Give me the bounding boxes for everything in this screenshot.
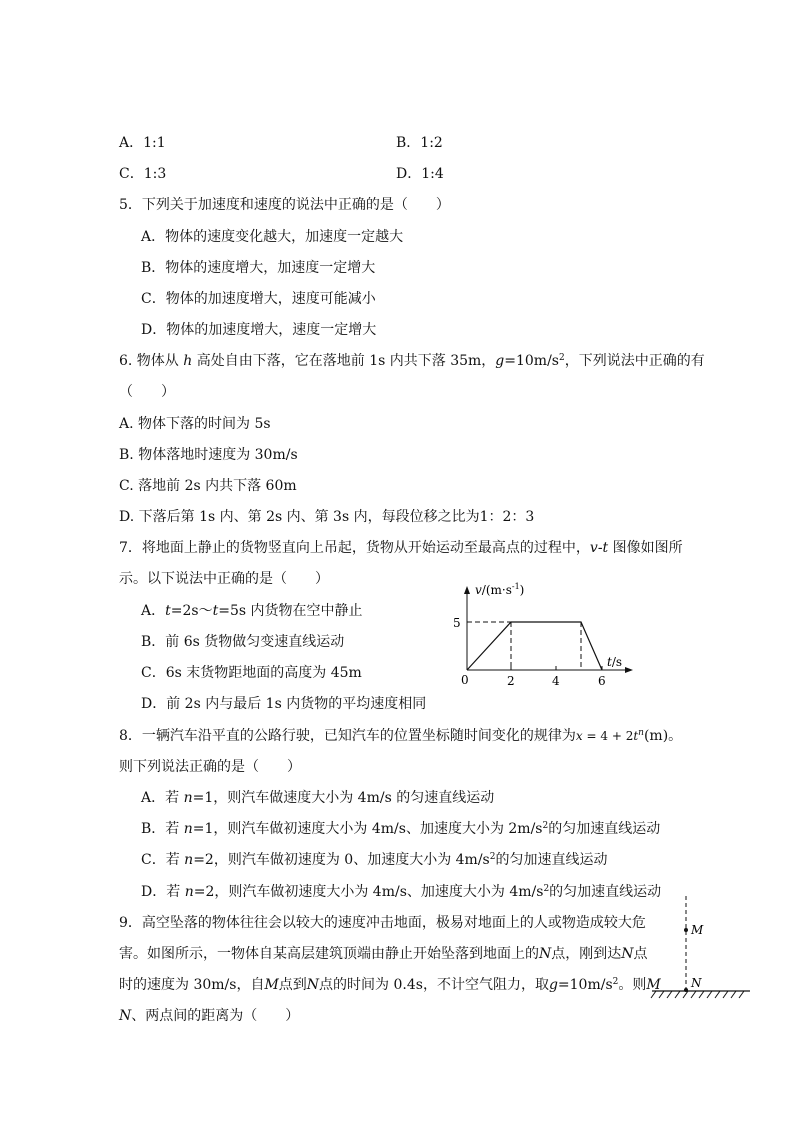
q8-option-b: B．若 n=1，则汽车做初速度大小为 4m/s、加速度大小为 $2m/s^2$的匀加速直线运动 — [141, 821, 661, 837]
x-tick-label-6: 6 — [598, 674, 606, 688]
x-tick-label-4: 4 — [552, 674, 560, 688]
q9-stem-line4: N、两点间的距离为（ ） — [119, 1008, 300, 1024]
q8-option-c: C．若 n=2，则汽车做初速度为 0、加速度大小为 $4m/s^2$的匀加速直线运动 — [141, 852, 608, 868]
origin-label: 0 — [461, 673, 469, 687]
q6-option-a: A. 物体下落的时间为 5s — [119, 416, 271, 432]
q6-option-b: B. 物体落地时速度为 30m/s — [119, 447, 298, 463]
x-axis-label: t/s — [607, 655, 623, 669]
q7-option-b: B．前 6s 货物做匀变速直线运动 — [141, 634, 345, 650]
q6-option-c: C. 落地前 2s 内共下落 60m — [119, 478, 297, 494]
q6-stem: 6. 物体从 h 高处自由下落，它在落地前 1s 内共下落 35m，$g=10m/s^2$，下列说法中正确的有 — [119, 353, 705, 369]
ground-hatching — [651, 991, 744, 998]
x-axis-arrow-icon — [625, 667, 633, 673]
y-axis-label: $v/(m\cdot s^{-1})$ — [475, 582, 525, 597]
q7-option-d: D．前 2s 内与最后 1s 内货物的平均速度相同 — [141, 696, 427, 712]
q9-stem-line2: 害。如图所示，一物体自某高层建筑顶端由静止开始坠落到地面上的N点，刚到达N点 — [119, 946, 648, 962]
y-axis-arrow-icon — [464, 586, 470, 594]
q8-option-a: A．若 n=1，则汽车做速度大小为 4m/s 的匀速直线运动 — [141, 790, 495, 806]
point-m — [684, 928, 688, 932]
q5-option-d: D．物体的加速度增大，速度一定增大 — [141, 322, 377, 338]
q8-option-d: D．若 n=2，则汽车做初速度大小为 4m/s、加速度大小为 $4m/s^2$的匀加速直线运动 — [141, 884, 662, 900]
q5-option-b: B．物体的速度增大，加速度一定增大 — [141, 260, 376, 276]
q7-stem-line1: 7．将地面上静止的货物竖直向上吊起，货物从开始运动至最高点的过程中，v-t 图像如图所 — [119, 540, 683, 556]
q7-option-c: C．6s 末货物距地面的高度为 45m — [141, 665, 362, 681]
q4-option-c: C．1:3 — [119, 166, 167, 182]
q9-stem-line3: 时的速度为 30m/s，自M点到N点的时间为 0.4s，不计空气阻力，取$g=10m/s^2$。则M — [119, 977, 661, 993]
q6-option-d: D. 下落后第 1s 内、第 2s 内、第 3s 内，每段位移之比为1：2：3 — [119, 509, 535, 525]
point-n-label: N — [691, 976, 702, 990]
q8-stem-line2: 则下列说法正确的是（ ） — [119, 759, 301, 775]
q5-option-a: A．物体的速度变化越大，加速度一定越大 — [141, 229, 404, 245]
q6-answer-paren: （ ） — [119, 384, 175, 400]
q7-vt-graph — [445, 580, 635, 690]
q5-option-c: C．物体的加速度增大，速度可能减小 — [141, 291, 376, 307]
y-tick-label-5: 5 — [453, 616, 461, 630]
vt-line — [467, 622, 602, 670]
q7-stem-line2: 示。以下说法中正确的是（ ） — [119, 571, 329, 587]
q5-stem: 5．下列关于加速度和速度的说法中正确的是（ ） — [119, 197, 450, 213]
q9-fall-figure — [648, 890, 760, 1005]
q8-stem-line1: 8．一辆汽车沿平直的公路行驶，已知汽车的位置坐标随时间变化的规律为$x = 4 + 2t^n(m)$。 — [119, 728, 683, 744]
q4-option-b: B．1:2 — [396, 135, 443, 151]
q4-option-d: D．1:4 — [396, 166, 444, 182]
q7-option-a: A．t=2s～t=5s 内货物在空中静止 — [141, 603, 363, 619]
q4-option-a: A．1:1 — [119, 135, 166, 151]
q9-stem-line1: 9．高空坠落的物体往往会以较大的速度冲击地面，极易对地面上的人或物造成较大危 — [119, 915, 646, 931]
point-m-label: M — [691, 923, 704, 937]
x-tick-label-2: 2 — [507, 674, 515, 688]
